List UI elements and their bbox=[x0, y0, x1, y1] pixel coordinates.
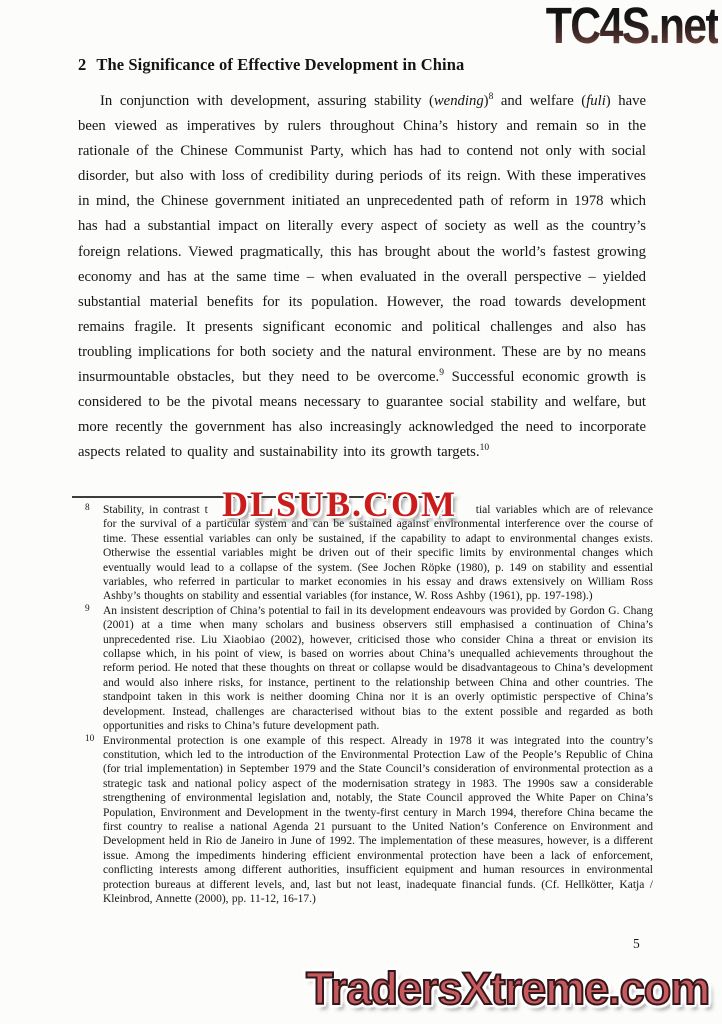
footnote-number: 8 bbox=[85, 503, 90, 513]
section-title: The Significance of Effective Development in China bbox=[96, 55, 465, 74]
footnotes-section bbox=[78, 503, 653, 906]
watermark-tc4s: TC4S.net bbox=[546, 0, 718, 55]
footnote-text: An insistent description of China’s potential to fail in its development endeavours was provided by Gordon G. Chang (2001) at a time when many scholars and business observers still emphasised a continuation of China’s unprecedented rise. Liu Xiaobiao (2002), however, criticised those who consider China a threat or envision its collapse which, in his point of view, is based on worries about China’s unequalled achievements throughout the reform period. He noted that these thoughts on threat or collapse would be disadvantageous to China’s development and would also inhere risks, for instance, pertinent to the relationship between China and other countries. The standpoint taken in this work is neither dooming China nor it is an overly optimistic perspective of China’s development. Instead, challenges are characterised without bias to the extent possible and regarded as both opportunities and risks to China’s future development path. bbox=[103, 604, 653, 733]
footnote-item bbox=[78, 604, 653, 734]
watermark-dlsub: DLSUB.COM bbox=[222, 484, 458, 524]
section-number: 2 bbox=[78, 55, 87, 74]
page-number: 5 bbox=[633, 936, 640, 951]
body-paragraph: In conjunction with development, assuring stability (wending)$^8$ and welfare (fuli) have been viewed as imperatives by rulers throughout China’s history and remain so in the rationale of the Chinese Communist Party, which has had to contend not only with social disorder, but also with loss of credibility during periods of its reign. With these imperatives in mind, the Chinese government initiated an unprecedented path of reform in 1978 which has had a substantial impact on literally every aspect of society as well as the country’s foreign relations. Viewed pragmatically, this has brought about the world’s fastest growing economy and has at the same time – when evaluated in the overall perspective – yielded substantial material benefits for its population. However, the road towards development remains fragile. It presents significant economic and political challenges and also has troubling implications for both society and the natural environment. These are by no means insurmountable obstacles, but they need to be overcome.$^9$ Successful economic growth is considered to be the pivotal means necessary to guarantee social stability and welfare, but more recently the government has also increasingly acknowledged the need to incorporate aspects related to quality and sustainability into its growth targets.$^{10}$ bbox=[78, 92, 646, 461]
section-heading bbox=[78, 55, 464, 75]
footnote-number: 10 bbox=[85, 733, 95, 744]
watermark-tradersxtreme: TradersXtreme.com bbox=[306, 963, 710, 1014]
footnote-item bbox=[78, 734, 653, 907]
footnote-text: Stability, in contrast t tial variables which are of relevance for the survival of a particular system and can be sustained against environmental interference over the course of time. These essential variables can only be sustained, if the capability to adapt to environmental changes exists. Otherwise the essential variables might be driven out of their specific limits by environmental changes which eventually would lead to a collapse of the system. (See Jochen Röpke (1980), p. 149 on stability and essential variables, who referred in particular to market economies in his essay and draws extensively on William Ross Ashby’s thoughts on stability and essential variables (for instance, W. Ross Ashby (1961), pp. 197-198).) bbox=[103, 504, 653, 603]
footnote-text: Environmental protection is one example of this respect. Already in 1978 it was integrated into the country’s constitution, which led to the introduction of the Environmental Protection Law of the People’s Republic of China (for trial implementation) in September 1979 and the State Council’s consideration of environmental protection as a strategic task and national policy aspect of the modernisation strategy in 1983. The 1990s saw a considerable strengthening of environmental legislation and, notably, the State Council approved the White Paper on China’s Population, Environment and Development in the twenty-first century in March 1994, therefore China became the first country to realise a national Agenda 21 pursuant to the United Nation’s Conference on Environment and Development held in Rio de Janeiro in June of 1992. The implementation of these measures, however, is a different issue. Among the impediments hindering efficient environmental protection have been a lack of enforcement, conflicting interests among different authorities, insufficient equipment and human resources in environmental protection bureaus at different levels, and, last but not least, inadequate financial funds. (Cf. Hellkötter, Katja / Kleinbrod, Annette (2000), pp. 11-12, 16-17.) bbox=[103, 734, 653, 905]
footnote-number: 9 bbox=[85, 603, 90, 614]
